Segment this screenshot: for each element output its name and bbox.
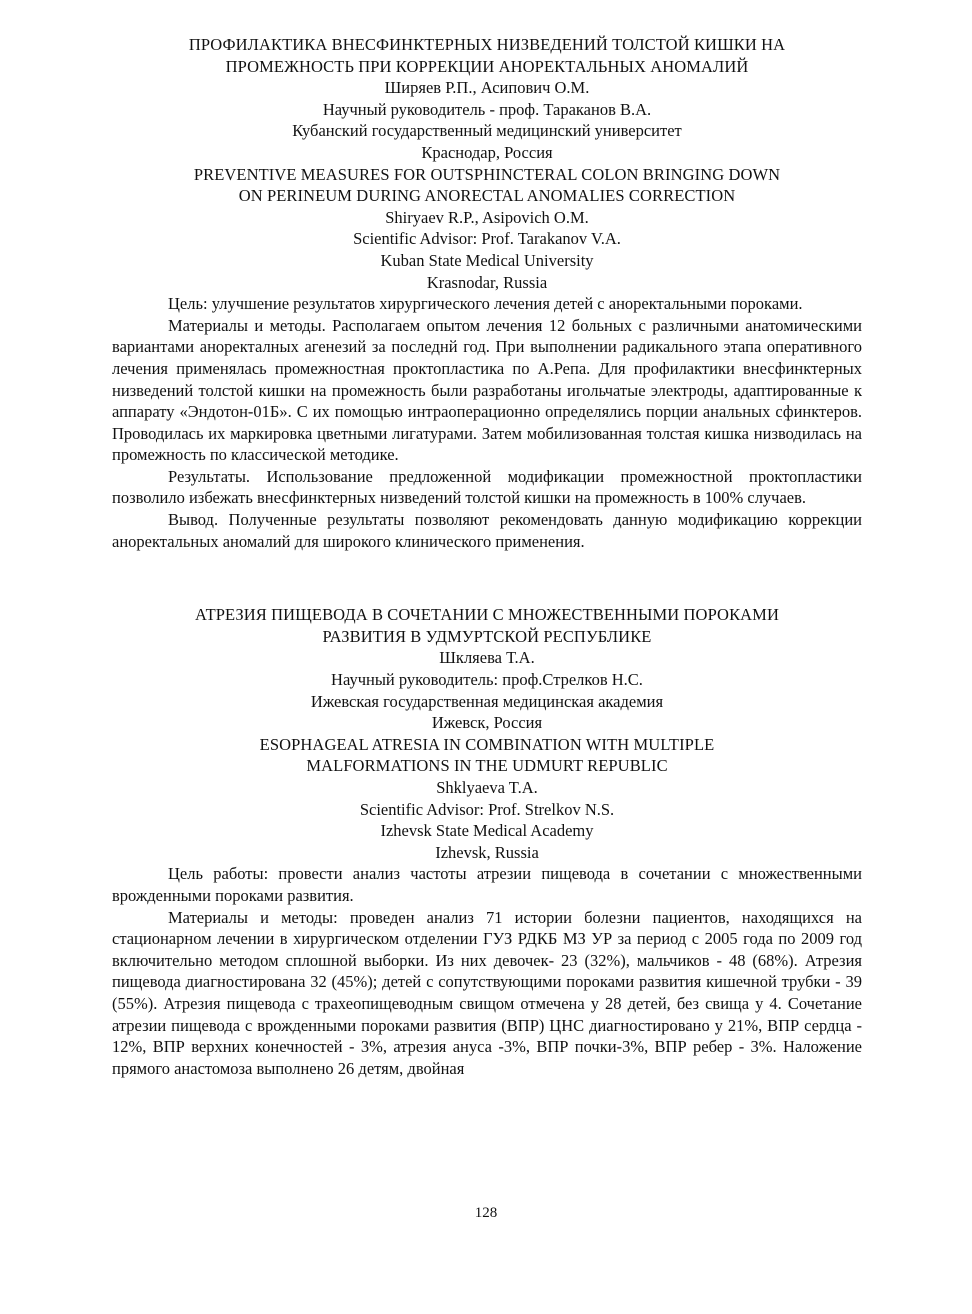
article-2-title-en-line-1: ESOPHAGEAL ATRESIA IN COMBINATION WITH MULTIPLE	[259, 734, 715, 754]
article-2-title-ru-line-2: РАЗВИТИЯ В УДМУРТСКОЙ РЕСПУБЛИКЕ	[322, 626, 652, 646]
article-2-authors-ru: Шкляева Т.А.	[439, 648, 535, 668]
article-2-goal-paragraph: Цель работы: провести анализ частоты атрезии пищевода в сочетании с множественными врожденными пороками развития.	[112, 864, 862, 905]
article-1-advisor-ru: Научный руководитель - проф. Тараканов В.А.	[322, 99, 652, 119]
article-2-institution-en: Izhevsk State Medical Academy	[380, 821, 594, 841]
article-2-title-en-line-2: MALFORMATIONS IN THE UDMURT REPUBLIC	[306, 756, 668, 776]
article-1	[112, 34, 862, 552]
article-1-results-paragraph: Результаты. Использование предложенной модификации промежностной проктопластики позволило избежать внесфинктерных низведений толстой кишки на промежность в 100% случаев.	[112, 466, 862, 508]
article-2-city-ru: Ижевск, Россия	[431, 713, 543, 733]
article-1-title-en-line-1: PREVENTIVE MEASURES FOR OUTSPHINCTERAL COLON BRINGING DOWN	[193, 164, 781, 184]
article-1-institution-en: Kuban State Medical University	[380, 250, 594, 270]
article-1-methods-paragraph: Материалы и методы. Располагаем опытом лечения 12 больных с различными анатомическими вариантами аноректалных агенезий за последнй год. При выполнении радикального этапа оперативного лечения применялась промежностная проктопластика по А.Репа. Для профилактики внесфинктерных низведений толстой кишки на промежность были разработаны игольчатые электроды, адаптированные к аппарату «Эндотон-01Б». С их помощью интраоперационно определялись порции анальных сфинктеров. Проводилась их маркировка цветными лигатурами. Затем мобилизованная толстая кишка низводилась на промежность по классической методике.	[112, 315, 862, 465]
article-1-city-en: Krasnodar, Russia	[426, 272, 548, 292]
article-2-institution-ru: Ижевская государственная медицинская академия	[310, 691, 664, 711]
article-2-city-en: Izhevsk, Russia	[435, 842, 539, 862]
article-2-advisor-en: Scientific Advisor: Prof. Strelkov N.S.	[359, 799, 615, 819]
article-2-authors-en: Shklyaeva T.A.	[436, 778, 538, 797]
article-2-methods-paragraph: Материалы и методы: проведен анализ 71 истории болезни пациентов, находящихся на стационарном лечении в хирургическом отделении ГУЗ РДКБ МЗ УР за период с 2005 года по 2009 год включительно методом сплошной выборки. Из них девочек- 23 (32%), мальчиков - 48 (68%). Атрезия пищевода диагностирована 32 (45%); детей с сопутствующими пороками развития кишечной трубки - 39 (55%). Атрезия пищевода с трахеопищеводным свищом отмечена у 28 детей, без свища у 4. Сочетание атрезии пищевода с врожденными пороками развития (ВПР) ЦНС диагностировано у 21%, ВПР сердца - 12%, ВПР верхних конечностей - 3%, атрезия ануса -3%, ВПР почки-3%, ВПР ребер - 3%. Наложение прямого анастомоза выполнено 26 детям, двойная	[112, 907, 862, 1078]
article-1-title-ru-line-1: ПРОФИЛАКТИКА ВНЕСФИНКТЕРНЫХ НИЗВЕДЕНИЙ ТОЛСТОЙ КИШКИ НА	[188, 35, 786, 54]
article-1-authors-ru: Ширяев Р.П., Асипович О.М.	[384, 78, 590, 98]
article-1-title-en-line-2: ON PERINEUM DURING ANORECTAL ANOMALIES CORRECTION	[238, 186, 736, 206]
article-2-title-ru-line-1: АТРЕЗИЯ ПИЩЕВОДА В СОЧЕТАНИИ С МНОЖЕСТВЕННЫМИ ПОРОКАМИ	[195, 605, 779, 625]
page-number: 128	[474, 1205, 498, 1221]
article-2-advisor-ru: Научный руководитель: проф.Стрелков Н.С.	[331, 670, 643, 690]
article-1-goal-paragraph: Цель: улучшение результатов хирургического лечения детей с аноректальными пороками.	[168, 294, 803, 314]
article-1-city-ru: Краснодар, Россия	[421, 142, 553, 162]
article-1-title-ru-line-2: ПРОМЕЖНОСТЬ ПРИ КОРРЕКЦИИ АНОРЕКТАЛЬНЫХ АНОМАЛИЙ	[225, 56, 749, 76]
document-page	[112, 34, 862, 1079]
article-1-authors-en: Shiryaev R.P., Asipovich O.M.	[385, 207, 589, 227]
article-1-conclusion-paragraph: Вывод. Полученные результаты позволяют рекомендовать данную модификацию коррекции аноректальных аномалий для широкого клинического применения.	[112, 510, 862, 551]
article-1-advisor-en: Scientific Advisor: Prof. Tarakanov V.A.	[353, 229, 621, 249]
article-2	[112, 604, 862, 1079]
article-separator	[112, 552, 862, 604]
article-1-institution-ru: Кубанский государственный медицинский университет	[292, 121, 682, 141]
